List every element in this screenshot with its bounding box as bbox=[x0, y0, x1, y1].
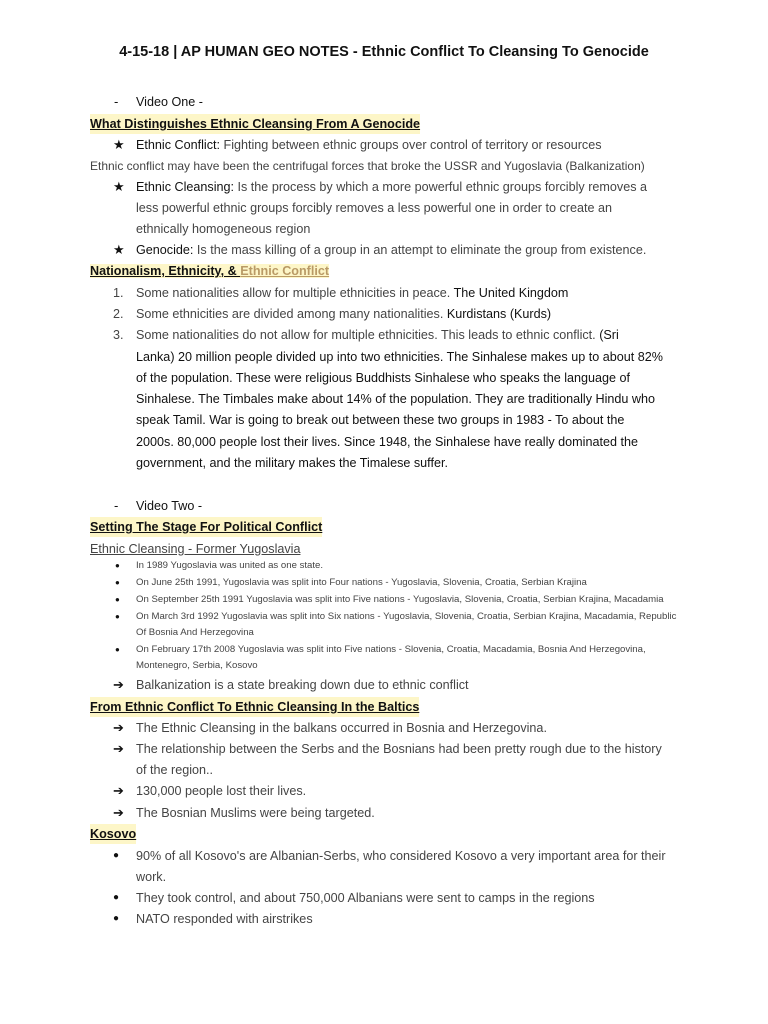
arrow-icon: ➔ bbox=[113, 741, 124, 756]
list-item: NATO responded with airstrikes bbox=[136, 912, 313, 926]
list-item bbox=[136, 304, 551, 324]
list-item-continued: work. bbox=[136, 870, 167, 884]
subheading-former-yugoslavia: Ethnic Cleansing - Former Yugoslavia bbox=[90, 542, 301, 556]
sri-lanka-line: 2000s. 80,000 people lost their lives. Since 1948, the Sinhalese have really dominated the bbox=[136, 435, 638, 449]
list-item-example: The United Kingdom bbox=[453, 286, 569, 300]
section-heading-baltics: From Ethnic Conflict To Ethnic Cleansing In the Baltics bbox=[90, 697, 419, 717]
term-genocide: Genocide: bbox=[136, 243, 194, 257]
sri-lanka-line: speak Tamil. War is going to break out between these two groups in 1983 - To about the bbox=[136, 413, 625, 427]
section-heading-setting-stage: Setting The Stage For Political Conflict bbox=[90, 517, 322, 537]
list-number: 3. bbox=[113, 328, 124, 342]
sri-lanka-line: of the population. These were religious Buddhists Sinhalese who speaks the language of bbox=[136, 371, 631, 385]
arrow-icon: ➔ bbox=[113, 783, 124, 798]
arrow-icon: ➔ bbox=[113, 805, 124, 820]
list-item-continued: of the region.. bbox=[136, 763, 214, 777]
list-item-continued: Montenegro, Serbia, Kosovo bbox=[136, 660, 258, 671]
ethnic-conflict-note: Ethnic conflict may have been the centrifugal forces that broke the USSR and Yugoslavia (Balkanization) bbox=[90, 159, 645, 173]
bullet-dot-icon: ● bbox=[115, 645, 120, 654]
list-item bbox=[136, 283, 568, 303]
arrow-icon: ➔ bbox=[113, 720, 124, 735]
balkanization-note: Balkanization is a state breaking down due to ethnic conflict bbox=[136, 678, 469, 692]
sri-lanka-line: government, and the military makes the Timalese suffer. bbox=[136, 456, 448, 470]
bullet-dot-icon: ● bbox=[115, 595, 120, 604]
arrow-icon: ➔ bbox=[113, 677, 124, 692]
bullet-dot-icon: ● bbox=[115, 578, 120, 587]
list-item: The relationship between the Serbs and the Bosnians had been pretty rough due to the history bbox=[136, 742, 662, 756]
list-item-example: Kurdistans (Kurds) bbox=[446, 307, 552, 321]
bullet-dot-icon: ● bbox=[115, 561, 120, 570]
def-text-ethnic-cleansing-2: less powerful ethnic groups forcibly removes a less powerful one in order to create an bbox=[136, 201, 613, 215]
heading-ethnic-conflict-link[interactable]: Ethnic Conflict bbox=[240, 264, 330, 278]
page-title: 4-15-18 | AP HUMAN GEO NOTES - Ethnic Conflict To Cleansing To Genocide bbox=[119, 44, 649, 60]
list-item-text: Some nationalities do not allow for multiple ethnicities. This leads to ethnic conflict. bbox=[136, 328, 600, 342]
def-text-ethnic-cleansing-1: Is the process by which a more powerful ethnic groups forcibly removes a bbox=[234, 180, 647, 194]
list-item: The Bosnian Muslims were being targeted. bbox=[136, 806, 375, 820]
bullet-dot-icon: ● bbox=[115, 612, 120, 621]
list-item: On June 25th 1991, Yugoslavia was split into Four nations - Yugoslavia, Slovenia, Croatia, Serbian Krajina bbox=[136, 577, 587, 588]
dash-marker: - bbox=[114, 498, 119, 513]
star-icon: ★ bbox=[113, 137, 125, 152]
star-icon: ★ bbox=[113, 242, 125, 257]
list-item: 90% of all Kosovo's are Albanian-Serbs, who considered Kosovo a very important area for their bbox=[136, 849, 666, 863]
video-one-label: Video One - bbox=[136, 95, 203, 109]
sri-lanka-line: Lanka) 20 million people divided up into two ethnicities. The Sinhalese makes up to about 82% bbox=[136, 350, 663, 364]
list-item: In 1989 Yugoslavia was united as one state. bbox=[136, 560, 324, 571]
heading-nationalism-part: Nationalism, Ethnicity, & bbox=[90, 264, 241, 278]
term-ethnic-conflict: Ethnic Conflict: bbox=[136, 138, 220, 152]
video-two-label: Video Two - bbox=[136, 499, 203, 513]
list-item: On February 17th 2008 Yugoslavia was split into Five nations - Slovenia, Croatia, Macadamia, Bosnia And Herzegovina, bbox=[136, 644, 646, 655]
list-number: 2. bbox=[113, 307, 124, 321]
bullet-dot-icon: ● bbox=[113, 913, 120, 924]
def-ethnic-conflict bbox=[136, 135, 602, 155]
def-ethnic-cleansing bbox=[136, 177, 647, 197]
star-icon: ★ bbox=[113, 179, 125, 194]
list-item bbox=[136, 325, 619, 345]
def-genocide bbox=[136, 240, 646, 260]
bullet-dot-icon: ● bbox=[113, 892, 120, 903]
section-heading-kosovo: Kosovo bbox=[90, 824, 136, 844]
section-heading-nationalism bbox=[90, 261, 329, 281]
dash-marker: - bbox=[114, 94, 119, 109]
list-item: The Ethnic Cleansing in the balkans occurred in Bosnia and Herzegovina. bbox=[136, 721, 547, 735]
def-text-genocide: Is the mass killing of a group in an attempt to eliminate the group from existence. bbox=[193, 243, 647, 257]
def-text-ethnic-cleansing-3: ethnically homogeneous region bbox=[136, 222, 311, 236]
list-item: On September 25th 1991 Yugoslavia was split into Five nations - Yugoslavia, Slovenia, Croatia, Serbian Krajina, Macadamia bbox=[136, 594, 664, 605]
list-item-text: Some nationalities allow for multiple ethnicities in peace. bbox=[136, 286, 454, 300]
list-item-text: Some ethnicities are divided among many nationalities. bbox=[136, 307, 447, 321]
list-item: 130,000 people lost their lives. bbox=[136, 784, 307, 798]
sri-lanka-line: Sinhalese. The Timbales make about 14% of the population. They are traditionally Hindu who bbox=[136, 392, 655, 406]
term-ethnic-cleansing: Ethnic Cleansing: bbox=[136, 180, 235, 194]
list-item: They took control, and about 750,000 Albanians were sent to camps in the regions bbox=[136, 891, 595, 905]
bullet-dot-icon: ● bbox=[113, 850, 120, 861]
list-item-continued: Of Bosnia And Herzegovina bbox=[136, 627, 254, 638]
list-item: On March 3rd 1992 Yugoslavia was split into Six nations - Yugoslavia, Slovenia, Croatia, Serbian Krajina, Macadamia, Republic bbox=[136, 611, 677, 622]
def-text-ethnic-conflict: Fighting between ethnic groups over control of territory or resources bbox=[220, 138, 602, 152]
section-heading-distinguishes: What Distinguishes Ethnic Cleansing From A Genocide bbox=[90, 114, 420, 134]
list-number: 1. bbox=[113, 286, 124, 300]
list-item-example: (Sri bbox=[599, 328, 619, 342]
